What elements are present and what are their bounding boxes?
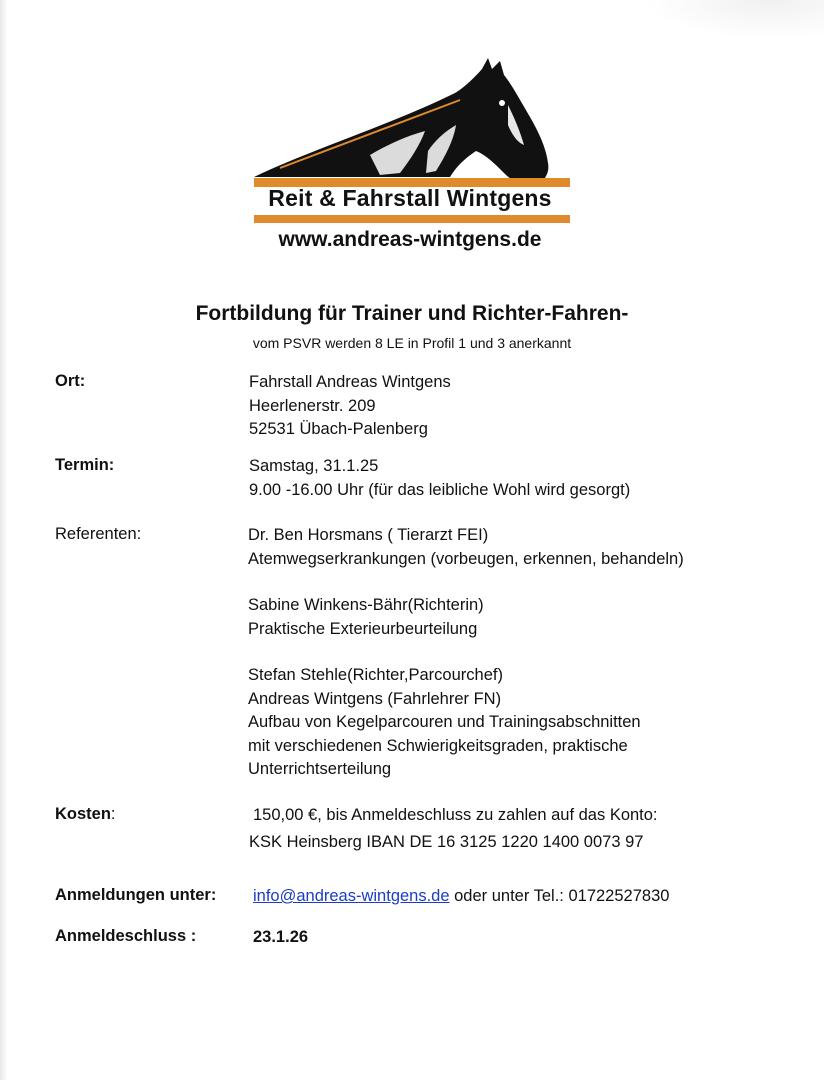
kosten-line-2: KSK Heinsberg IBAN DE 16 3125 1220 1400 0073 97 bbox=[249, 833, 644, 851]
email-link[interactable]: info@andreas-wintgens.de bbox=[253, 887, 450, 905]
termin-label: Termin: bbox=[55, 456, 115, 474]
kosten-colon: : bbox=[110, 805, 116, 823]
anmeldeschluss-date: 23.1.26 bbox=[253, 928, 309, 946]
referent-line: Aufbau von Kegelparcouren und Trainingsabschnitten bbox=[248, 713, 641, 731]
referent-block-2 bbox=[248, 594, 484, 641]
ort-value bbox=[249, 371, 451, 442]
logo-url: www.andreas-wintgens.de bbox=[278, 228, 542, 251]
referent-line: mit verschiedenen Schwierigkeitsgraden, praktische bbox=[248, 736, 628, 755]
referenten-label: Referenten: bbox=[55, 525, 142, 543]
referent-line: Unterrichtserteilung bbox=[248, 760, 392, 778]
ort-label: Ort: bbox=[55, 372, 86, 390]
anmeldeschluss-label: Anmeldeschluss : bbox=[55, 927, 197, 945]
ort-line: 52531 Übach-Palenberg bbox=[249, 420, 428, 438]
termin-value bbox=[249, 455, 630, 502]
logo bbox=[250, 55, 575, 260]
document-subtitle: vom PSVR werden 8 LE in Profil 1 und 3 anerkannt bbox=[252, 335, 572, 351]
referent-line: Sabine Winkens-Bähr(Richterin) bbox=[248, 596, 484, 614]
anmeldungen-label: Anmeldungen unter: bbox=[55, 886, 217, 904]
corner-shade bbox=[644, 0, 824, 40]
referent-line: Atemwegserkrankungen (vorbeugen, erkennen, behandeln) bbox=[248, 549, 684, 568]
kosten-label-text: Kosten bbox=[55, 805, 111, 823]
termin-line: 9.00 -16.00 Uhr (für das leibliche Wohl wird gesorgt) bbox=[249, 480, 631, 499]
referent-block-1 bbox=[248, 524, 684, 571]
referent-block-3 bbox=[248, 664, 641, 782]
anmeldungen-value bbox=[253, 885, 669, 909]
referent-line: Stefan Stehle(Richter,Parcourchef) bbox=[248, 666, 503, 684]
termin-line: Samstag, 31.1.25 bbox=[249, 457, 379, 475]
referent-line: Andreas Wintgens (Fahrlehrer FN) bbox=[248, 689, 502, 708]
phone-text: oder unter Tel.: 01722527830 bbox=[449, 887, 670, 905]
referent-line: Dr. Ben Horsmans ( Tierarzt FEI) bbox=[248, 526, 489, 544]
document-title: Fortbildung für Trainer und Richter-Fahren- bbox=[195, 302, 629, 325]
ort-line: Fahrstall Andreas Wintgens bbox=[249, 373, 451, 391]
ort-line: Heerlenerstr. 209 bbox=[249, 396, 376, 415]
referent-line: Praktische Exterieurbeurteilung bbox=[248, 619, 478, 638]
kosten-label bbox=[55, 805, 116, 824]
logo-name: Reit & Fahrstall Wintgens bbox=[268, 185, 552, 211]
kosten-line-1: 150,00 €, bis Anmeldeschluss zu zahlen auf das Konto: bbox=[253, 806, 658, 824]
